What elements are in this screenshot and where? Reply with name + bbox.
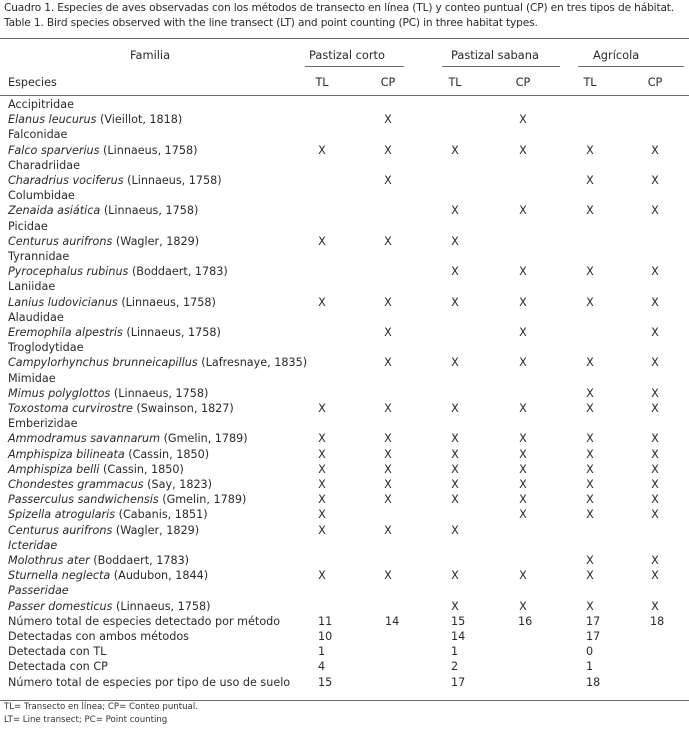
presence-mark: X [586, 432, 594, 446]
presence-mark: X [651, 554, 659, 567]
presence-mark: X [651, 432, 659, 446]
scientific-name: Spizella atrogularis [8, 508, 116, 522]
species-name [8, 599, 210, 614]
presence-mark: X [318, 478, 326, 491]
species-name [8, 203, 198, 218]
authority: (Linnaeus, 1758) [123, 174, 222, 187]
presence-mark: X [451, 432, 459, 446]
summary-value: 15 [451, 614, 466, 628]
presence-mark: X [586, 204, 594, 218]
caption-spanish: Cuadro 1. Especies de aves observadas con los métodos de transecto en línea (TL) y conteo puntual (CP) en tres tipos de hábitat. [4, 2, 675, 14]
family-row [0, 416, 689, 431]
authority: (Lafresnaye, 1835) [197, 356, 308, 370]
summary-row [0, 659, 689, 674]
authority: (Gmelin, 1789) [160, 432, 248, 446]
authority: (Cassin, 1850) [99, 462, 184, 476]
scientific-name: Amphispiza belli [8, 462, 100, 476]
species-row [0, 401, 689, 416]
summary-value: 10 [318, 630, 333, 643]
authority: (Boddaert, 1783) [89, 554, 190, 567]
species-name [8, 295, 216, 310]
authority: (Linnaeus, 1758) [112, 599, 211, 613]
species-name [8, 507, 208, 522]
species-row [0, 599, 689, 614]
presence-mark: X [384, 493, 392, 507]
species-row [0, 523, 689, 538]
species-name [8, 568, 208, 583]
presence-mark: X [586, 447, 594, 461]
presence-mark: X [384, 447, 392, 461]
family-name: Tyrannidae [8, 250, 70, 263]
header-pastizal-corto: Pastizal corto [309, 48, 385, 62]
species-row [0, 173, 689, 188]
scientific-name: Eremophila alpestris [8, 326, 123, 339]
species-name [8, 477, 212, 492]
presence-mark: X [451, 295, 459, 309]
species-row [0, 447, 689, 462]
family-row [0, 219, 689, 234]
presence-mark: X [451, 462, 459, 476]
presence-mark: X [384, 356, 392, 370]
summary-row [0, 629, 689, 644]
species-name [8, 264, 228, 279]
summary-label: Detectada con TL [8, 645, 107, 659]
authority: (Wagler, 1829) [112, 523, 200, 537]
authority: (Wagler, 1829) [112, 234, 200, 248]
presence-mark: X [651, 508, 659, 522]
family-name [8, 538, 57, 553]
presence-mark: X [384, 174, 392, 187]
species-name [8, 173, 222, 188]
presence-mark: X [586, 174, 594, 187]
presence-mark: X [651, 174, 659, 187]
species-name [8, 462, 184, 477]
species-row [0, 386, 689, 401]
presence-mark: X [318, 295, 326, 309]
authority: (Audubon, 1844) [110, 569, 209, 583]
summary-label: Detectadas con ambos métodos [8, 630, 190, 643]
header-underline-1 [305, 66, 404, 67]
presence-mark: X [586, 554, 594, 567]
presence-mark: X [586, 356, 594, 370]
method-label: CP [647, 76, 663, 89]
presence-mark: X [451, 204, 459, 218]
species-name [8, 325, 221, 340]
family-row [0, 538, 689, 553]
presence-mark: X [451, 523, 459, 537]
scientific-name: Amphispiza bilineata [8, 447, 125, 461]
species-name [8, 386, 208, 401]
presence-mark: X [318, 493, 326, 507]
species-name [8, 431, 248, 446]
species-row [0, 325, 689, 340]
presence-mark: X [318, 569, 326, 583]
species-row [0, 112, 689, 127]
authority: (Gmelin, 1789) [158, 493, 247, 507]
family-row [0, 371, 689, 386]
family-row [0, 279, 689, 294]
presence-mark: X [586, 265, 594, 279]
family-row [0, 188, 689, 203]
presence-mark: X [519, 493, 527, 507]
presence-mark: X [384, 478, 392, 491]
presence-mark: X [384, 326, 392, 339]
family-row [0, 340, 689, 355]
authority: (Say, 1823) [143, 478, 213, 491]
scientific-name: Sturnella neglecta [8, 569, 111, 583]
presence-mark: X [651, 143, 659, 157]
presence-mark: X [318, 447, 326, 461]
family-name [8, 583, 69, 598]
presence-mark: X [586, 478, 594, 491]
presence-mark: X [318, 143, 326, 157]
presence-mark: X [451, 447, 459, 461]
summary-label: Número total de especies detectado por método [8, 614, 281, 628]
family-name-text: Passeridae [8, 584, 69, 598]
species-row [0, 477, 689, 492]
species-name [8, 143, 198, 158]
presence-mark: X [651, 326, 659, 339]
presence-mark: X [384, 523, 392, 537]
species-row [0, 355, 689, 370]
authority: (Linnaeus, 1758) [100, 204, 199, 218]
species-row [0, 553, 689, 568]
presence-mark: X [519, 356, 527, 370]
footnote-2: LT= Line transect; PC= Point counting [4, 715, 168, 725]
presence-mark: X [519, 569, 527, 583]
scientific-name: Elanus leucurus [8, 113, 97, 127]
species-name [8, 355, 307, 370]
presence-mark: X [384, 295, 392, 309]
summary-value: 17 [586, 630, 601, 643]
species-name [8, 112, 182, 127]
method-label: TL [583, 76, 597, 89]
scientific-name: Passerculus sandwichensis [8, 493, 159, 507]
method-label: CP [380, 76, 396, 89]
presence-mark: X [451, 234, 459, 248]
family-name: Charadriidae [8, 158, 80, 172]
presence-mark: X [451, 569, 459, 583]
presence-mark: X [651, 599, 659, 613]
presence-mark: X [519, 113, 527, 127]
presence-mark: X [519, 432, 527, 446]
scientific-name: Lanius ludovicianus [8, 295, 118, 309]
family-name: Alaudidae [8, 310, 64, 324]
species-name [8, 447, 209, 462]
scientific-name: Centurus aurifrons [8, 523, 113, 537]
header-pastizal-sabana: Pastizal sabana [451, 48, 539, 62]
authority: (Linnaeus, 1758) [99, 143, 198, 157]
species-row [0, 295, 689, 310]
presence-mark: X [586, 508, 594, 522]
bottom-rule [0, 700, 689, 701]
presence-mark: X [586, 143, 594, 157]
family-row [0, 249, 689, 264]
scientific-name: Falco sparverius [8, 143, 100, 157]
presence-mark: X [384, 569, 392, 583]
presence-mark: X [586, 569, 594, 583]
presence-mark: X [519, 599, 527, 613]
family-name: Picidae [8, 219, 48, 233]
method-label: TL [315, 76, 329, 89]
presence-mark: X [451, 599, 459, 613]
presence-mark: X [384, 234, 392, 248]
authority: (Boddaert, 1783) [128, 265, 228, 279]
presence-mark: X [451, 402, 459, 415]
presence-mark: X [519, 508, 527, 522]
presence-mark: X [519, 204, 527, 218]
presence-mark: X [384, 432, 392, 446]
method-label: CP [515, 76, 531, 89]
summary-value: 16 [518, 614, 533, 628]
presence-mark: X [519, 143, 527, 157]
presence-mark: X [384, 402, 392, 415]
family-name: Laniidae [8, 280, 56, 294]
method-label: TL [448, 76, 462, 89]
scientific-name: Mimus polyglottos [8, 386, 111, 400]
presence-mark: X [519, 402, 527, 415]
scientific-name: Chondestes grammacus [8, 478, 144, 491]
summary-label: Detectada con CP [8, 660, 108, 674]
presence-mark: X [384, 143, 392, 157]
scientific-name: Zenaida asiática [8, 204, 101, 218]
species-row [0, 143, 689, 158]
subheader-row [0, 75, 689, 90]
summary-row [0, 675, 689, 690]
header-underline-3 [578, 66, 684, 67]
presence-mark: X [451, 265, 459, 279]
scientific-name: Ammodramus savannarum [8, 432, 161, 446]
presence-mark: X [586, 295, 594, 309]
top-rule [0, 38, 689, 39]
species-row [0, 234, 689, 249]
presence-mark: X [651, 447, 659, 461]
summary-value: 14 [451, 630, 466, 643]
species-row [0, 568, 689, 583]
species-name [8, 523, 199, 538]
family-row [0, 310, 689, 325]
presence-mark: X [519, 265, 527, 279]
species-row [0, 264, 689, 279]
species-name [8, 492, 246, 507]
family-name: Accipitridae [8, 98, 75, 111]
family-name: Mimidae [8, 371, 56, 385]
species-name [8, 401, 234, 416]
presence-mark: X [586, 402, 594, 415]
summary-value: 14 [385, 614, 400, 628]
summary-label: Número total de especies por tipo de uso de suelo [8, 675, 291, 689]
summary-row [0, 644, 689, 659]
authority: (Swainson, 1827) [132, 402, 234, 415]
presence-mark: X [651, 204, 659, 218]
species-name [8, 553, 189, 568]
summary-value: 17 [586, 614, 601, 628]
scientific-name: Molothrus ater [8, 554, 90, 567]
header-rule [0, 95, 689, 96]
species-row [0, 203, 689, 218]
summary-value: 15 [318, 675, 333, 689]
summary-value: 2 [451, 660, 459, 674]
species-name [8, 234, 199, 249]
family-name: Columbidae [8, 189, 75, 203]
authority: (Linnaeus, 1758) [110, 386, 209, 400]
presence-mark: X [651, 265, 659, 279]
summary-value: 1 [451, 645, 459, 659]
presence-mark: X [318, 508, 326, 522]
summary-value: 1 [586, 660, 594, 674]
authority: (Cassin, 1850) [124, 447, 210, 461]
presence-mark: X [318, 523, 326, 537]
presence-mark: X [519, 462, 527, 476]
presence-mark: X [586, 599, 594, 613]
header-agricola: Agrícola [593, 48, 640, 62]
scientific-name: Pyrocephalus rubinus [8, 265, 129, 279]
presence-mark: X [519, 295, 527, 309]
summary-value: 18 [650, 614, 665, 628]
family-row [0, 583, 689, 598]
family-name: Falconidae [8, 128, 68, 142]
presence-mark: X [451, 143, 459, 157]
presence-mark: X [318, 402, 326, 415]
presence-mark: X [651, 478, 659, 491]
caption-english: Table 1. Bird species observed with the line transect (LT) and point counting (PC) in three habitat types. [4, 17, 538, 29]
header-familia: Familia [130, 48, 171, 62]
family-row [0, 158, 689, 173]
authority: (Linnaeus, 1758) [117, 295, 216, 309]
summary-value: 0 [586, 645, 594, 659]
species-row [0, 431, 689, 446]
authority: (Vieillot, 1818) [96, 113, 183, 127]
presence-mark: X [384, 113, 392, 127]
presence-mark: X [651, 462, 659, 476]
summary-value: 1 [318, 645, 326, 659]
species-row [0, 462, 689, 477]
presence-mark: X [451, 356, 459, 370]
presence-mark: X [384, 462, 392, 476]
presence-mark: X [651, 295, 659, 309]
scientific-name: Toxostoma curvirostre [8, 402, 133, 415]
family-row [0, 127, 689, 142]
family-name-text: Icteridae [8, 538, 58, 552]
presence-mark: X [519, 326, 527, 339]
presence-mark: X [451, 493, 459, 507]
presence-mark: X [586, 493, 594, 507]
species-row [0, 492, 689, 507]
family-row [0, 97, 689, 112]
authority: (Cabanis, 1851) [115, 508, 208, 522]
header-especies: Especies [8, 76, 57, 89]
presence-mark: X [318, 432, 326, 446]
presence-mark: X [586, 386, 594, 400]
summary-value: 11 [318, 614, 333, 628]
presence-mark: X [651, 386, 659, 400]
presence-mark: X [519, 478, 527, 491]
presence-mark: X [318, 462, 326, 476]
family-name: Emberizidae [8, 417, 78, 431]
footnote-1: TL= Transecto en línea; CP= Conteo puntual. [4, 702, 198, 712]
presence-mark: X [651, 356, 659, 370]
authority: (Linnaeus, 1758) [122, 326, 221, 339]
scientific-name: Centurus aurifrons [8, 234, 113, 248]
summary-value: 4 [318, 660, 326, 674]
family-name: Troglodytidae [8, 341, 84, 355]
species-row [0, 507, 689, 522]
presence-mark: X [318, 234, 326, 248]
scientific-name: Charadrius vociferus [8, 174, 124, 187]
presence-mark: X [651, 402, 659, 415]
presence-mark: X [451, 478, 459, 491]
presence-mark: X [519, 447, 527, 461]
presence-mark: X [651, 493, 659, 507]
header-underline-2 [442, 66, 560, 67]
summary-value: 18 [586, 675, 601, 689]
summary-row [0, 614, 689, 629]
scientific-name: Campylorhynchus brunneicapillus [8, 356, 198, 370]
scientific-name: Passer domesticus [8, 599, 113, 613]
presence-mark: X [651, 569, 659, 583]
summary-value: 17 [451, 675, 466, 689]
presence-mark: X [586, 462, 594, 476]
